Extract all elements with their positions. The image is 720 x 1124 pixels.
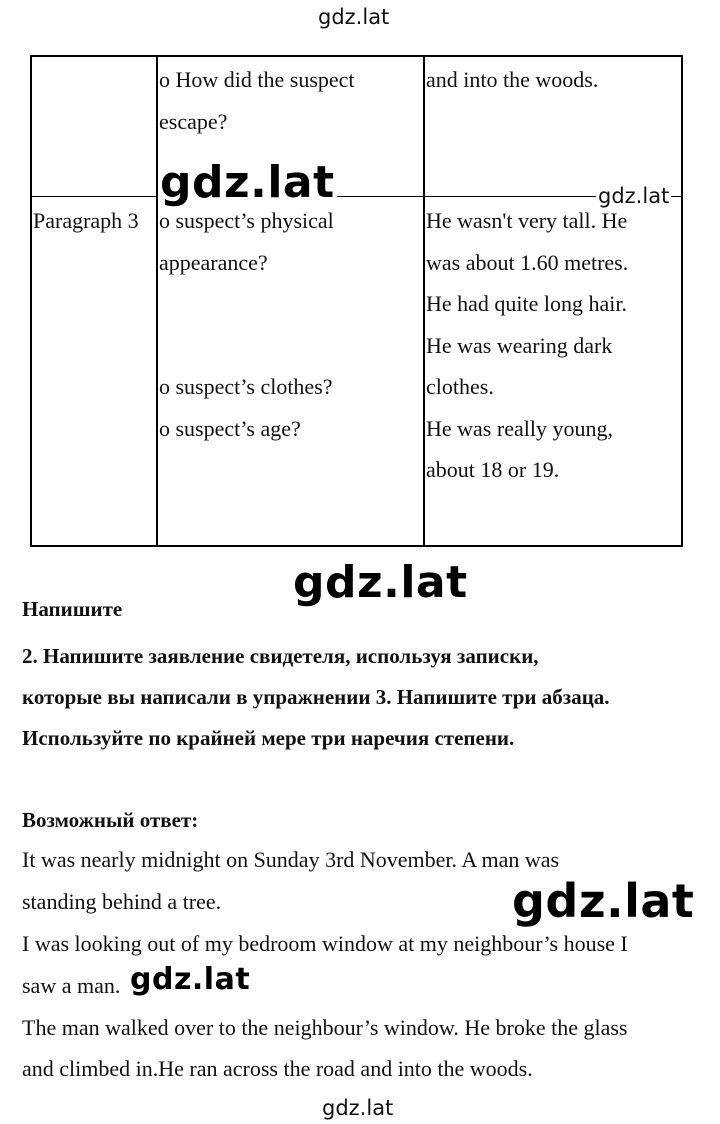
row1-question-line: o How did the suspect bbox=[159, 67, 355, 92]
row2-answer-line: He wasn't very tall. He bbox=[426, 208, 628, 233]
row2-question-line: o suspect’s age? bbox=[159, 415, 301, 441]
table-col-divider-2 bbox=[423, 55, 425, 547]
row2-question-line: o suspect’s clothes? bbox=[159, 374, 333, 399]
task-line: 2. Напишите заявление свидетеля, используя записки, bbox=[22, 644, 539, 668]
table-border-bottom bbox=[30, 545, 683, 547]
row2-answer-line: clothes. bbox=[426, 374, 494, 399]
row1-answer bbox=[426, 59, 598, 101]
row2-answer-line: about 18 or 19. bbox=[426, 457, 560, 482]
watermark-answer: gdz.lat bbox=[508, 872, 698, 930]
task-heading: Напишите bbox=[22, 597, 123, 621]
table-border-left bbox=[30, 55, 32, 547]
table-border-right bbox=[681, 55, 683, 547]
row2-answer-line: was about 1.60 metres. bbox=[426, 249, 629, 275]
answer-line: standing behind a tree. bbox=[22, 889, 222, 914]
row2-answer-line: He had quite long hair. bbox=[426, 291, 628, 316]
row1-answer-line: and into the woods. bbox=[426, 67, 599, 92]
row2-question-line bbox=[159, 325, 334, 367]
row1-question bbox=[159, 59, 355, 142]
task-line: Используйте по крайней мере три наречия степени. bbox=[22, 726, 515, 750]
row2-questions bbox=[159, 200, 334, 449]
row2-question-line: appearance? bbox=[159, 249, 268, 275]
watermark-table-right: gdz.lat bbox=[598, 184, 670, 208]
table-row-divider bbox=[30, 196, 683, 197]
answer-line: and climbed in.He ran across the road and into the woods. bbox=[22, 1056, 533, 1081]
watermark-top: gdz.lat bbox=[318, 5, 390, 29]
row2-question-line: o suspect’s physical bbox=[159, 208, 334, 233]
row1-question-line: escape? bbox=[159, 108, 228, 134]
answer-heading: Возможный ответ: bbox=[22, 808, 199, 832]
watermark-inline: gdz.lat bbox=[130, 962, 251, 997]
table-col-divider-1 bbox=[156, 55, 158, 547]
row2-label: Paragraph 3 bbox=[33, 208, 139, 233]
watermark-bottom: gdz.lat bbox=[322, 1096, 394, 1120]
row2-answer-line: He was wearing dark bbox=[426, 332, 613, 358]
answer-line: It was nearly midnight on Sunday 3rd November. A man was bbox=[22, 847, 560, 872]
row2-answers bbox=[426, 200, 628, 491]
watermark-table-big: gdz.lat bbox=[160, 157, 335, 208]
row2-answer-line: He was really young, bbox=[426, 415, 613, 441]
task-line: которые вы написали в упражнении 3. Напишите три абзаца. bbox=[22, 685, 610, 709]
row2-question-line bbox=[159, 283, 334, 325]
table-border-top bbox=[30, 55, 683, 57]
watermark-middle: gdz.lat bbox=[293, 557, 468, 608]
answer-line: saw a man. bbox=[22, 973, 121, 998]
answer-line: The man walked over to the neighbour’s window. He broke the glass bbox=[22, 1015, 628, 1040]
notes-table bbox=[30, 55, 683, 547]
answer-line: I was looking out of my bedroom window at my neighbour’s house I bbox=[22, 931, 628, 956]
